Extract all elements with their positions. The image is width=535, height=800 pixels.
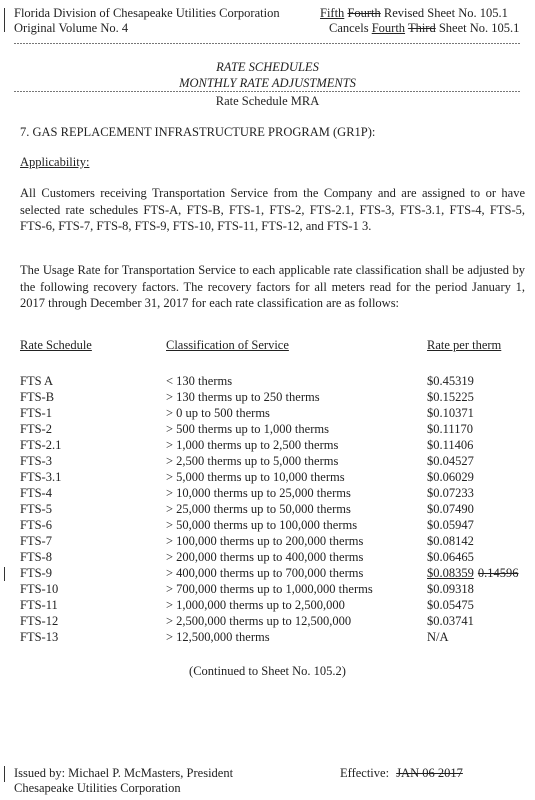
classification-cell: > 400,000 therms up to 700,000 therms [166,566,364,580]
rate-schedule-cell: FTS-2.1 [20,438,62,452]
rate-cell: $0.10371 [427,406,474,420]
rate-old-value: 0.14596 [477,566,519,580]
table-row [0,390,535,406]
header-rate-schedule: Rate Schedule [20,338,92,352]
table-header-row [0,338,535,354]
classification-cell: > 50,000 therms up to 100,000 therms [166,518,358,532]
rate-new-value: $0.08359 [427,566,474,580]
rate-cell [427,566,519,581]
rate-cell: $0.07490 [427,502,474,516]
applicability-label: Applicability: [20,155,90,169]
classification-cell: > 1,000,000 therms up to 2,500,000 [166,598,345,612]
classification-cell: > 0 up to 500 therms [166,406,270,420]
rate-cell: $0.06465 [427,550,474,564]
rate-schedule-cell: FTS-8 [20,550,52,564]
title-divider [14,91,521,92]
rate-schedule-cell: FTS-9 [20,566,52,580]
rate-cell: $0.08142 [427,534,474,548]
rate-cell: $0.05947 [427,518,474,532]
rate-cell: $0.05475 [427,598,474,612]
effective-date [340,766,463,781]
header-divider [14,43,521,44]
recovery-factors-paragraph: The Usage Rate for Transportation Service to each applicable rate classification shall be adjusted by the following recovery factors. The recovery factors for all meters read for the period January 1, 2017 through December 31, 2017 for each rate classification are as follows: [20,263,525,310]
classification-cell: > 500 therms up to 1,000 therms [166,422,329,436]
rate-cell: $0.11170 [427,422,473,436]
table-row [0,582,535,598]
classification-cell: > 1,000 therms up to 2,500 therms [166,438,339,452]
rate-schedule-cell: FTS-13 [20,630,59,644]
table-row [0,534,535,550]
classification-cell: < 130 therms [166,374,233,388]
rate-schedule-cell: FTS-7 [20,534,52,548]
header-company: Florida Division of Chesapeake Utilities Corporation [14,6,280,20]
revision-bar-header [4,8,5,32]
rate-schedule-cell: FTS-2 [20,422,52,436]
rate-cell: $0.09318 [427,582,474,596]
classification-cell: > 200,000 therms up to 400,000 therms [166,550,364,564]
cancels-old: Third [407,21,436,35]
rate-schedule-cell: FTS-11 [20,598,58,612]
table-row [0,374,535,390]
header-classification: Classification of Service [166,338,289,352]
section-heading: 7. GAS REPLACEMENT INFRASTRUCTURE PROGRAM (GR1P): [20,125,376,139]
header-cancels [329,21,519,36]
title-rate-schedules: RATE SCHEDULES [216,60,319,74]
classification-cell: > 2,500 therms up to 5,000 therms [166,454,339,468]
table-row [0,630,535,646]
rate-cell: $0.06029 [427,470,474,484]
classification-cell: > 2,500,000 therms up to 12,500,000 [166,614,352,628]
continued-note: (Continued to Sheet No. 105.2) [189,664,346,678]
table-row [0,550,535,566]
table-row [0,438,535,454]
revision-bar-footer [4,766,5,782]
table-row [0,422,535,438]
table-row [0,566,535,582]
rate-schedule-cell: FTS-5 [20,502,52,516]
rate-cell: $0.11406 [427,438,474,452]
effective-old-date: JAN 06 2017 [396,766,463,780]
header-revision [320,6,508,21]
rate-schedule-cell: FTS A [20,374,54,388]
classification-cell: > 25,000 therms up to 50,000 therms [166,502,351,516]
revision-rest: Revised Sheet No. 105.1 [383,6,508,20]
classification-cell: > 5,000 therms up to 10,000 therms [166,470,345,484]
title-monthly-rate-adjustments: MONTHLY RATE ADJUSTMENTS [179,76,356,90]
rate-cell: $0.15225 [427,390,474,404]
rate-schedule-cell: FTS-3.1 [20,470,62,484]
header-rate-per-therm: Rate per therm [427,338,502,352]
rate-schedule-cell: FTS-10 [20,582,59,596]
title-rate-schedule-mra: Rate Schedule MRA [215,94,320,108]
rate-schedule-cell: FTS-1 [20,406,52,420]
table-row [0,406,535,422]
classification-cell: > 130 therms up to 250 therms [166,390,320,404]
rate-cell: $0.07233 [427,486,474,500]
table-row [0,470,535,486]
rate-schedule-cell: FTS-B [20,390,55,404]
table-row [0,598,535,614]
revision-new: Fifth [320,6,345,20]
table-row [0,486,535,502]
rate-cell: N/A [427,630,449,644]
rate-schedule-cell: FTS-4 [20,486,52,500]
classification-cell: > 100,000 therms up to 200,000 therms [166,534,364,548]
effective-label: Effective: [340,766,390,780]
table-row [0,614,535,630]
cancels-prefix: Cancels [329,21,369,35]
classification-cell: > 700,000 therms up to 1,000,000 therms [166,582,373,596]
footer-company: Chesapeake Utilities Corporation [14,781,181,795]
applicability-paragraph: All Customers receiving Transportation Service from the Company and are assigned to or have selected rate schedules FTS-A, FTS-B, FTS-1, FTS-2, FTS-2.1, FTS-3, FTS-3.1, FTS-4, FTS-5, FTS-6, FTS-7, FTS-8, FTS-9, FTS-10, FTS-11, FTS-12, and FTS-1 3. [20,186,525,233]
rate-cell: $0.04527 [427,454,474,468]
table-row [0,502,535,518]
cancels-new: Fourth [371,21,406,35]
classification-cell: > 10,000 therms up to 25,000 therms [166,486,351,500]
rate-cell: $0.03741 [427,614,474,628]
classification-cell: > 12,500,000 therms [166,630,270,644]
table-row [0,518,535,534]
rate-schedule-cell: FTS-12 [20,614,59,628]
rate-cell: $0.45319 [427,374,474,388]
revision-old: Fourth [347,6,381,20]
cancels-rest: Sheet No. 105.1 [438,21,520,35]
issued-by: Issued by: Michael P. McMasters, President [14,766,234,780]
rate-schedule-cell: FTS-6 [20,518,52,532]
header-volume: Original Volume No. 4 [14,21,129,35]
rate-schedule-cell: FTS-3 [20,454,52,468]
table-row [0,454,535,470]
